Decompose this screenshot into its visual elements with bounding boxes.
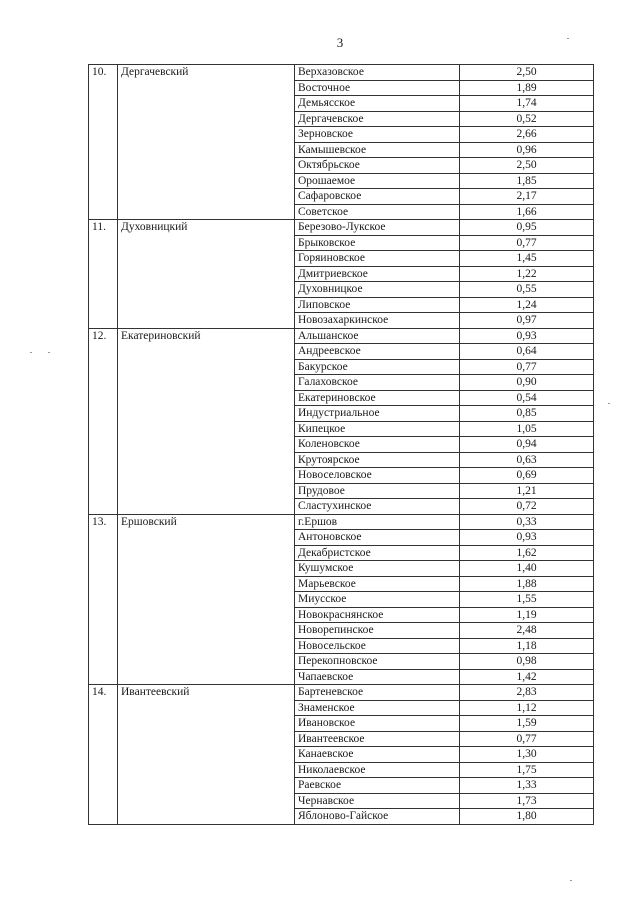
- settlement-name: Прудовое: [295, 483, 460, 499]
- settlement-value: 0,55: [460, 282, 594, 298]
- settlement-value: 1,66: [460, 204, 594, 220]
- settlement-name: Орошаемое: [295, 173, 460, 189]
- table-row: [89, 328, 594, 344]
- settlement-name: Канаевское: [295, 747, 460, 763]
- settlement-value: 1,18: [460, 638, 594, 654]
- district-number: 10.: [89, 65, 118, 220]
- settlement-value: 0,90: [460, 375, 594, 391]
- settlement-value: 1,24: [460, 297, 594, 313]
- settlement-name: Верхазовское: [295, 65, 460, 81]
- district-name: Дергачевский: [118, 65, 295, 220]
- settlement-name: Горяиновское: [295, 251, 460, 267]
- settlement-value: 2,48: [460, 623, 594, 639]
- settlement-name: Крутоярское: [295, 452, 460, 468]
- district-number: 11.: [89, 220, 118, 329]
- settlement-value: 1,21: [460, 483, 594, 499]
- district-name: Духовницкий: [118, 220, 295, 329]
- settlement-value: 2,17: [460, 189, 594, 205]
- settlement-value: 0,77: [460, 235, 594, 251]
- settlement-name: Перекопновское: [295, 654, 460, 670]
- settlement-value: 1,45: [460, 251, 594, 267]
- settlement-name: Дмитриевское: [295, 266, 460, 282]
- settlement-value: 0,63: [460, 452, 594, 468]
- settlement-name: Бартеневское: [295, 685, 460, 701]
- district-number: 12.: [89, 328, 118, 514]
- settlement-name: Сафаровское: [295, 189, 460, 205]
- settlement-value: 1,33: [460, 778, 594, 794]
- settlement-name: Миусское: [295, 592, 460, 608]
- settlement-name: Знаменское: [295, 700, 460, 716]
- settlement-name: Зерновское: [295, 127, 460, 143]
- settlement-name: Камышевское: [295, 142, 460, 158]
- settlement-name: Николаевское: [295, 762, 460, 778]
- settlement-value: 0,52: [460, 111, 594, 127]
- settlement-name: Яблоново-Гайское: [295, 809, 460, 825]
- settlement-value: 1,12: [460, 700, 594, 716]
- settlement-value: 1,40: [460, 561, 594, 577]
- settlement-name: Октябрьское: [295, 158, 460, 174]
- settlement-name: Индустриальное: [295, 406, 460, 422]
- settlement-value: 1,42: [460, 669, 594, 685]
- settlement-value: 0,85: [460, 406, 594, 422]
- settlement-name: Бакурское: [295, 359, 460, 375]
- settlement-name: Березово-Лукское: [295, 220, 460, 236]
- settlement-value: 1,59: [460, 716, 594, 732]
- settlement-name: Новосельское: [295, 638, 460, 654]
- settlement-name: Ивановское: [295, 716, 460, 732]
- settlement-value: 1,80: [460, 809, 594, 825]
- settlement-name: Брыковское: [295, 235, 460, 251]
- settlement-value: 0,33: [460, 514, 594, 530]
- settlement-value: 1,75: [460, 762, 594, 778]
- settlement-value: 2,50: [460, 65, 594, 81]
- settlement-name: Марьевское: [295, 576, 460, 592]
- settlement-value: 1,62: [460, 545, 594, 561]
- settlement-name: Декабристское: [295, 545, 460, 561]
- district-name: Ивантеевский: [118, 685, 295, 825]
- settlement-name: Галаховское: [295, 375, 460, 391]
- table-row: [89, 65, 594, 81]
- settlement-value: 0,54: [460, 390, 594, 406]
- settlement-value: 1,73: [460, 793, 594, 809]
- settlement-name: Восточное: [295, 80, 460, 96]
- settlement-name: Антоновское: [295, 530, 460, 546]
- settlement-name: Кушумское: [295, 561, 460, 577]
- settlement-value: 1,55: [460, 592, 594, 608]
- district-name: Ершовский: [118, 514, 295, 685]
- settlement-value: 1,88: [460, 576, 594, 592]
- settlement-name: Новорепинское: [295, 623, 460, 639]
- settlement-name: Новокраснянское: [295, 607, 460, 623]
- settlement-value: 0,98: [460, 654, 594, 670]
- scan-speck: [48, 352, 50, 353]
- table-row: [89, 220, 594, 236]
- settlement-name: Духовницкое: [295, 282, 460, 298]
- settlement-name: Андреевское: [295, 344, 460, 360]
- settlement-value: 0,95: [460, 220, 594, 236]
- district-name: Екатериновский: [118, 328, 295, 514]
- settlement-value: 0,77: [460, 359, 594, 375]
- settlement-name: Демьясское: [295, 96, 460, 112]
- settlement-name: Чапаевское: [295, 669, 460, 685]
- settlement-name: Альшанское: [295, 328, 460, 344]
- settlement-value: 1,05: [460, 421, 594, 437]
- settlement-value: 0,69: [460, 468, 594, 484]
- settlement-value: 0,96: [460, 142, 594, 158]
- settlement-value: 1,85: [460, 173, 594, 189]
- district-number: 14.: [89, 685, 118, 825]
- scan-speck: [570, 880, 572, 881]
- district-number: 13.: [89, 514, 118, 685]
- settlement-value: 1,74: [460, 96, 594, 112]
- settlement-name: Кипецкое: [295, 421, 460, 437]
- settlement-value: 0,93: [460, 530, 594, 546]
- settlement-value: 1,30: [460, 747, 594, 763]
- settlements-table: [88, 64, 594, 825]
- scan-speck: [608, 403, 610, 404]
- settlement-name: Чернавское: [295, 793, 460, 809]
- settlement-value: 1,89: [460, 80, 594, 96]
- settlement-value: 1,19: [460, 607, 594, 623]
- table-row: [89, 514, 594, 530]
- settlement-name: Новозахаркинское: [295, 313, 460, 329]
- settlement-value: 0,72: [460, 499, 594, 515]
- settlement-value: 0,94: [460, 437, 594, 453]
- settlement-value: 0,93: [460, 328, 594, 344]
- settlement-value: 2,66: [460, 127, 594, 143]
- settlement-value: 2,83: [460, 685, 594, 701]
- settlement-name: Ивантеевское: [295, 731, 460, 747]
- scan-speck: [567, 38, 569, 39]
- settlement-name: Екатериновское: [295, 390, 460, 406]
- page-number: 3: [336, 35, 344, 50]
- settlement-name: Новоселовское: [295, 468, 460, 484]
- settlements-table-body: [89, 65, 594, 825]
- settlement-name: Липовское: [295, 297, 460, 313]
- settlement-value: 2,50: [460, 158, 594, 174]
- settlement-name: Дергачевское: [295, 111, 460, 127]
- settlement-name: Раевское: [295, 778, 460, 794]
- settlement-name: Коленовское: [295, 437, 460, 453]
- settlement-name: г.Ершов: [295, 514, 460, 530]
- table-row: [89, 685, 594, 701]
- settlement-value: 1,22: [460, 266, 594, 282]
- scan-speck: [30, 352, 32, 353]
- settlement-name: Сластухинское: [295, 499, 460, 515]
- settlement-value: 0,64: [460, 344, 594, 360]
- settlement-name: Советское: [295, 204, 460, 220]
- settlement-value: 0,97: [460, 313, 594, 329]
- settlement-value: 0,77: [460, 731, 594, 747]
